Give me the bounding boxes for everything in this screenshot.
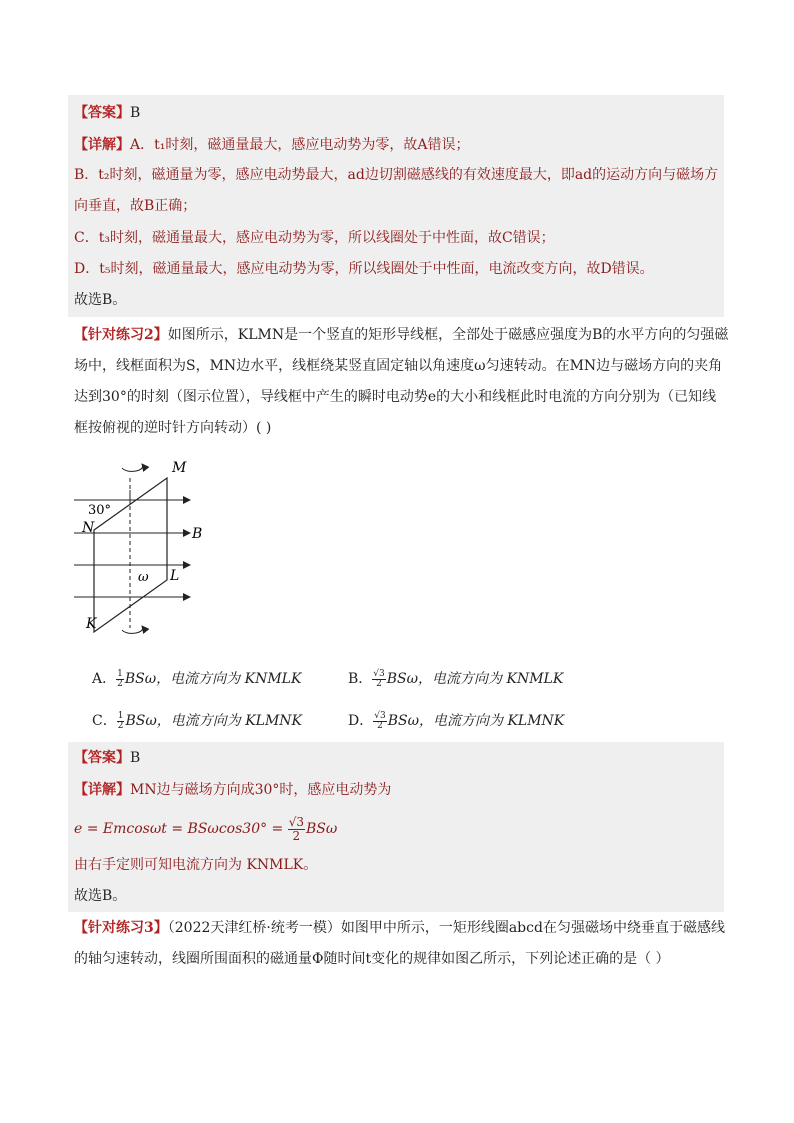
conclusion-1: 故选B。 (74, 292, 127, 308)
detail-line-c: C．t₃时刻，磁通量最大，感应电动势为零，所以线圈处于中性面，故C错误； (74, 230, 555, 246)
detail-line-b1: B．t₂时刻，磁通量为零，感应电动势最大，ad边切割磁感线的有效速度最大，即ad的运动方向与磁场方 (74, 167, 719, 183)
fraction-half: $\frac{1}{2}$ (117, 710, 124, 731)
detail-line-b2: 向垂直，故B正确； (74, 198, 197, 214)
coil-figure (72, 450, 222, 650)
option-d[interactable]: D． $\frac{√3}{2}$ BSω，电流方向为 KLMNK (348, 710, 565, 731)
fraction-root3-half: $\frac{√3}{2}$ (374, 710, 386, 731)
q2-line-2: 场中，线框面积为S，MN边水平，线框绕某竖直固定轴以角速度ω匀速转动。在MN边与磁场方向的夹角 (74, 358, 723, 374)
option-b[interactable]: B． $\frac{√3}{2}$ BSω，电流方向为 KNMLK (348, 668, 564, 689)
q2-formula: e = Emcosωt = BSωcos30° = $\frac{√3}{2}$ BSω (74, 814, 338, 843)
q2-rule-line: 由右手定则可知电流方向为 KNMLK。 (74, 857, 318, 873)
label-angle: 30° (88, 503, 112, 518)
detail-line-a: 【详解】A．t₁时刻，磁通量最大，感应电动势为零，故A错误； (74, 137, 470, 153)
label-L: L (170, 568, 180, 584)
fraction-root3-half: $\frac{√3}{2}$ (373, 668, 385, 689)
q2-line-4: 框按俯视的逆时针方向转动）( ) (74, 420, 272, 436)
q2-answer-line: 【答案】B (74, 750, 141, 766)
label-M: M (172, 460, 187, 476)
label-K: K (86, 616, 97, 632)
q2-conclusion: 故选B。 (74, 888, 127, 904)
q2-line-1: 【针对练习2】如图所示，KLMN是一个竖直的矩形导线框，全部处于磁感应强度为B的水平方向的匀强磁 (74, 327, 729, 343)
option-c[interactable]: C． $\frac{1}{2}$ BSω，电流方向为 KLMNK (92, 710, 302, 731)
rotation-arrow-bottom (122, 626, 143, 633)
q3-line-1: 【针对练习3】（2022天津红桥·统考一模）如图甲中所示，一矩形线圈abcd在匀强磁场中绕垂直于磁感线 (74, 920, 725, 936)
q2-line-3: 达到30°的时刻（图示位置），导线框中产生的瞬时电动势e的大小和线框此时电流的方向分别为（已知线 (74, 389, 717, 405)
answer-line: 【答案】B (74, 105, 141, 121)
fraction-half: $\frac{1}{2}$ (117, 668, 123, 689)
rotation-arrow-top (122, 464, 143, 471)
label-omega: ω (138, 570, 149, 585)
q3-line-2: 的轴匀速转动，线圈所围面积的磁通量Φ随时间t变化的规律如图乙所示，下列论述正确的是（ ） (74, 951, 670, 967)
detail-line-d: D．t₅时刻，磁通量最大，感应电动势为零，所以线圈处于中性面，电流改变方向，故D错误。 (74, 261, 654, 277)
q2-detail-line: 【详解】MN边与磁场方向成30°时，感应电动势为 (74, 782, 392, 798)
option-a[interactable]: A． $\frac{1}{2}$ BSω，电流方向为 KNMLK (92, 668, 302, 689)
label-B: B (192, 526, 203, 542)
formula-fraction: $\frac{√3}{2}$ (288, 814, 305, 843)
label-N: N (82, 520, 95, 536)
